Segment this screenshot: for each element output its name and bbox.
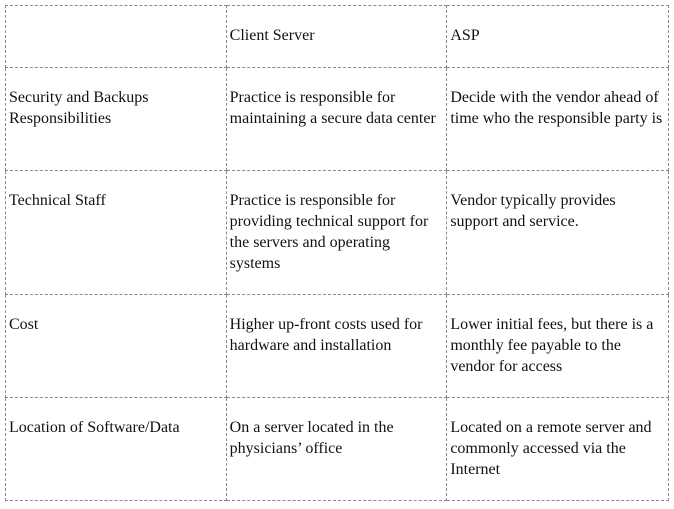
client-server-cell: On a server located in the physicians’ office: [226, 398, 447, 501]
table-row: [6, 295, 669, 398]
table-row: [6, 68, 669, 171]
header-cell-client-server: Client Server: [226, 6, 447, 68]
row-label-cell: Location of Software/Data: [6, 398, 227, 501]
asp-cell: Lower initial fees, but there is a monthly fee payable to the vendor for access: [447, 295, 669, 398]
client-server-cell: Practice is responsible for maintaining a secure data center: [226, 68, 447, 171]
client-server-cell: Practice is responsible for providing technical support for the servers and operating systems: [226, 171, 447, 295]
row-label-cell: Technical Staff: [6, 171, 227, 295]
row-label-cell: Cost: [6, 295, 227, 398]
table-row: [6, 171, 669, 295]
header-cell-asp: ASP: [447, 6, 669, 68]
header-cell-blank: [6, 6, 227, 68]
asp-cell: Located on a remote server and commonly accessed via the Internet: [447, 398, 669, 501]
table-row: [6, 398, 669, 501]
table-header-row: [6, 6, 669, 68]
asp-cell: Vendor typically provides support and service.: [447, 171, 669, 295]
client-server-cell: Higher up-front costs used for hardware and installation: [226, 295, 447, 398]
row-label-cell: Security and Backups Responsibilities: [6, 68, 227, 171]
asp-cell: Decide with the vendor ahead of time who the responsible party is: [447, 68, 669, 171]
comparison-table: [5, 5, 669, 501]
